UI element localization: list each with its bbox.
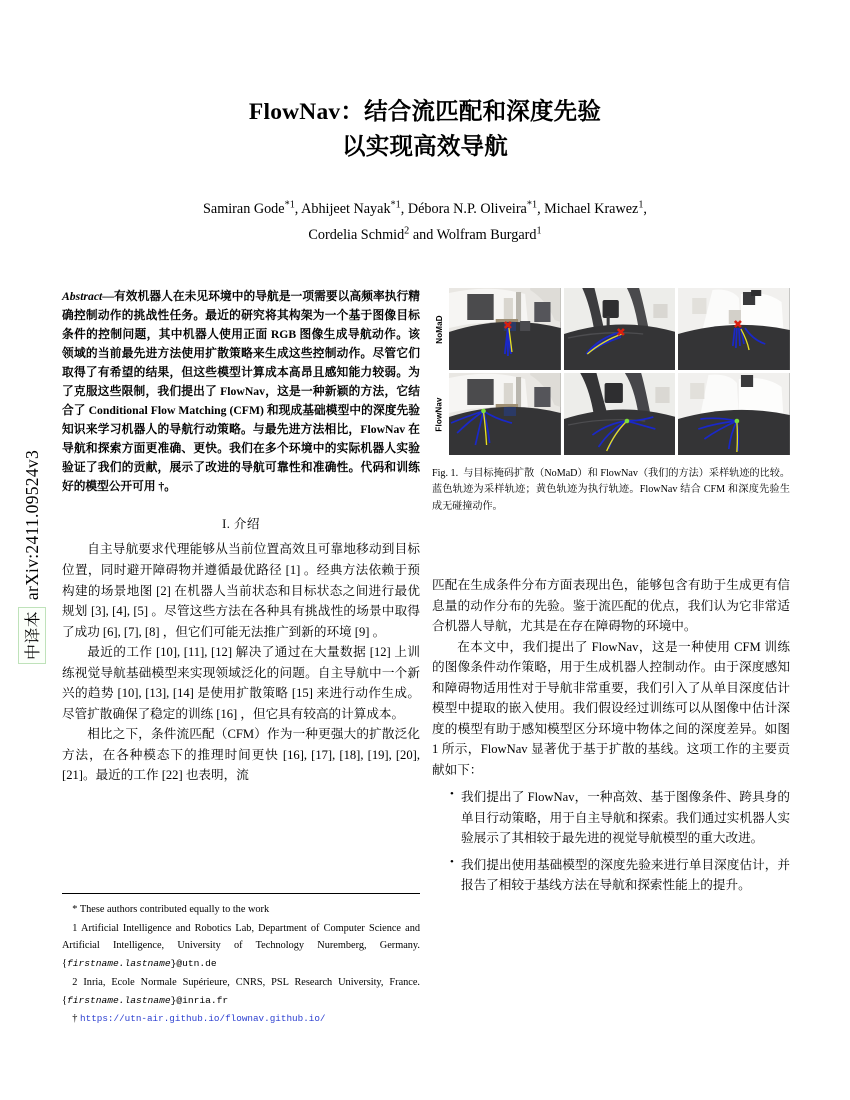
figure-row-flownav bbox=[432, 373, 790, 455]
author-affiliation-marks: *1 bbox=[284, 199, 295, 211]
robot-camera-view bbox=[449, 288, 561, 370]
paper-title-line-1: FlowNav：结合流匹配和深度先验 bbox=[248, 99, 602, 125]
right-paragraph-2: 在本文中，我们提出了 FlowNav，这是一种使用 CFM 训练的图像条件动作策略，用于生成机器人控制动作。由于深度感知和障碍物适用性对于导航非常重要，我们引入了从单目深度估计模型中提取的嵌入使用。我们假设经过训练可以从图像中估计深度的模型有助于感知模型区分环境中物体之间的深度差异。如图 1 所示，FlowNav 显著优于基于扩散的基线。这项工作的主要贡献如下： bbox=[432, 639, 790, 777]
figure-caption bbox=[432, 466, 790, 515]
intro-paragraph-3: 相比之下，条件流匹配（CFM）作为一种更强大的扩散泛化方法，在各种模态下的推理时间更快 [16], [17], [18], [19], [20], [21]。最近的工作 [22] 也表明，流 bbox=[62, 727, 420, 783]
arxiv-stamp bbox=[0, 330, 60, 660]
abstract-section bbox=[62, 288, 420, 496]
affiliation-1-email-template: firstname.lastname bbox=[66, 958, 171, 970]
title-block bbox=[60, 95, 790, 165]
affiliation-2-email-domain: }@inria.fr bbox=[170, 994, 229, 1006]
page-title bbox=[60, 95, 790, 165]
author-affiliation-marks: *1 bbox=[526, 199, 538, 211]
figure-cell-flownav-3 bbox=[678, 373, 790, 455]
robot-camera-view bbox=[564, 288, 676, 370]
figure-cell-flownav-1 bbox=[449, 373, 561, 455]
figure-cell-nomad-2 bbox=[564, 288, 676, 370]
abstract-label: Abstract bbox=[62, 290, 103, 303]
robot-camera-view bbox=[678, 373, 790, 455]
abstract-text: 有效机器人在未见环境中的导航是一项需要以高频率执行精确控制动作的挑战性任务。最近的研究将其构架为一个基于图像目标条件的控制问题，其中机器人使用正面 RGB 图像生成导航动作。该领域的当前最先进方法使用扩散策略来生成这些控制动作。尽管它们取得了有希望的结果，但这些模型计算成本高昂且感知能力较弱。为了克服这些限制，我们提出了 FlowNav，这是一种新颖的方法，它结合了 Conditional Flow Matching (CFM) 和现成基础模型中的深度先验知识来学习机器人的导航行动策略。与最先进方法相比，FlowNav 在导航和探索方面更准确、更快。我们在多个环境中的实际机器人实验验证了我们的贡献，展示了改进的导航可靠性和准确性。代码和训练好的模型公开可用 †。 bbox=[62, 290, 420, 493]
figure-row-label: FlowNav bbox=[434, 396, 444, 432]
robot-camera-view bbox=[678, 288, 790, 370]
right-paragraph-1: 匹配在生成条件分布方面表现出色，能够包含有助于生成更有信息量的动作分布的先验。鉴于流匹配的优点，我们认为它非常适合机器人导航，尤其是在存在障碍物的环境中。 bbox=[432, 578, 790, 634]
robot-camera-view bbox=[564, 373, 676, 455]
figure-1 bbox=[432, 288, 790, 515]
intro-paragraph-2: 最近的工作 [10], [11], [12] 解决了通过在大量数据 [12] 上训练视觉导航基础模型来实现领域泛化的问题。自主导航中一个新兴的趋势 [10], [13], [14] 是使用扩散策略 [15] 来进行动作生成。尽管扩散确保了稳定的训练 [16] ，但它具有较高的计算成本。 bbox=[62, 645, 420, 721]
author-affiliation-marks: 2 bbox=[404, 225, 410, 237]
author-line-1: Samiran Gode$^{*1}$, Abhijeet Nayak$^{*1}$, Débora N.P. Oliveira$^{*1}$, Michael Krawez$^1$, bbox=[203, 199, 647, 217]
translation-badge: 中译本 bbox=[18, 607, 46, 664]
author-name: Samiran Gode bbox=[203, 201, 285, 217]
footnotes-block bbox=[62, 893, 420, 1029]
intro-paragraph-1: 自主导航要求代理能够从当前位置高效且可靠地移动到目标位置，同时避开障碍物并遵循最优路径 [1] 。经典方法依赖于预构建的场景地图 [2] 在机器人当前状态和目标状态之间进行最优规划 [3], [4], [5] 。尽管这些方法在各种具有挑战性的场景中取得了成功 [6], [7], [8] ，但它们可能无法推广到新的环境 [9] 。 bbox=[62, 542, 420, 639]
dagger-symbol: † bbox=[72, 1013, 78, 1025]
figure-caption-text: 与目标掩码扩散（NoMaD）和 FlowNav（我们的方法）采样轨迹的比较。蓝色轨迹为采样轨迹；黄色轨迹为执行轨迹。FlowNav 结合 CFM 和深度先验生成无碰撞动作。 bbox=[432, 468, 790, 512]
list-item: • 我们提出使用基础模型的深度先验来进行单目深度估计，并报告了相较于基线方法在导航和探索性能上的提升。 bbox=[450, 855, 790, 896]
author-name: Abhijeet Nayak bbox=[301, 201, 391, 217]
author-name: Michael Krawez bbox=[544, 201, 639, 217]
author-name: Débora N.P. Oliveira bbox=[407, 201, 527, 217]
figure-cell-nomad-3 bbox=[678, 288, 790, 370]
paper-title-line-2: 以实现高效导航 bbox=[342, 133, 508, 160]
author-name: Cordelia Schmid bbox=[308, 227, 405, 244]
project-page-link[interactable]: https://utn-air.github.io/flownav.github.io/ bbox=[80, 1013, 326, 1025]
contributions-list bbox=[432, 787, 790, 896]
footnote-affiliation-1 bbox=[62, 920, 420, 973]
figure-cell-nomad-1 bbox=[449, 288, 561, 370]
figure-row-label-flownav-wrap bbox=[432, 373, 446, 455]
arxiv-id: arXiv:2411.09524v3 bbox=[21, 450, 42, 601]
robot-camera-view bbox=[449, 373, 561, 455]
author-affiliation-marks: 1 bbox=[638, 199, 644, 211]
author-line-2: Cordelia Schmid$^2$ and Wolfram Burgard$^1$ bbox=[308, 225, 542, 244]
figure-label: Fig. 1. bbox=[432, 468, 459, 479]
footnote-project-link bbox=[62, 1010, 420, 1028]
figure-row-label-nomad-wrap bbox=[432, 288, 446, 370]
footnote-affiliation-2 bbox=[62, 974, 420, 1009]
figure-cell-flownav-2 bbox=[564, 373, 676, 455]
figure-row-nomad bbox=[432, 288, 790, 370]
figure-row-label: NoMaD bbox=[434, 314, 444, 344]
affiliation-2-text: 2 Inria, Ecole Normale Supérieure, CNRS, PSL Research University, France. { bbox=[62, 976, 420, 1006]
affiliation-1-text: 1 Artificial Intelligence and Robotics Lab, Department of Computer Science and Artificial Intelligence, University of Technology Nuremberg, Germany. { bbox=[62, 922, 420, 970]
author-list bbox=[60, 196, 790, 249]
author-affiliation-marks: *1 bbox=[390, 199, 401, 211]
affiliation-2-email-template: firstname.lastname bbox=[66, 994, 171, 1006]
author-affiliation-marks: 1 bbox=[536, 225, 542, 237]
affiliation-1-email-domain: }@utn.de bbox=[170, 958, 217, 970]
footnote-equal-contribution: * These authors contributed equally to the work bbox=[72, 904, 270, 915]
abstract-dash: — bbox=[102, 290, 114, 303]
list-item: • 我们提出了 FlowNav，一种高效、基于图像条件、跨具身的单目行动策略，用于自主导航和探索。我们通过实机器人实验展示了其相较于最先进的视觉导航模型的重大改进。 bbox=[450, 787, 790, 849]
figure-image-grid bbox=[432, 288, 790, 455]
section-heading-introduction: I. 介绍 bbox=[222, 517, 260, 532]
right-column bbox=[432, 575, 790, 902]
author-name: Wolfram Burgard bbox=[436, 227, 537, 244]
left-column bbox=[62, 288, 420, 786]
